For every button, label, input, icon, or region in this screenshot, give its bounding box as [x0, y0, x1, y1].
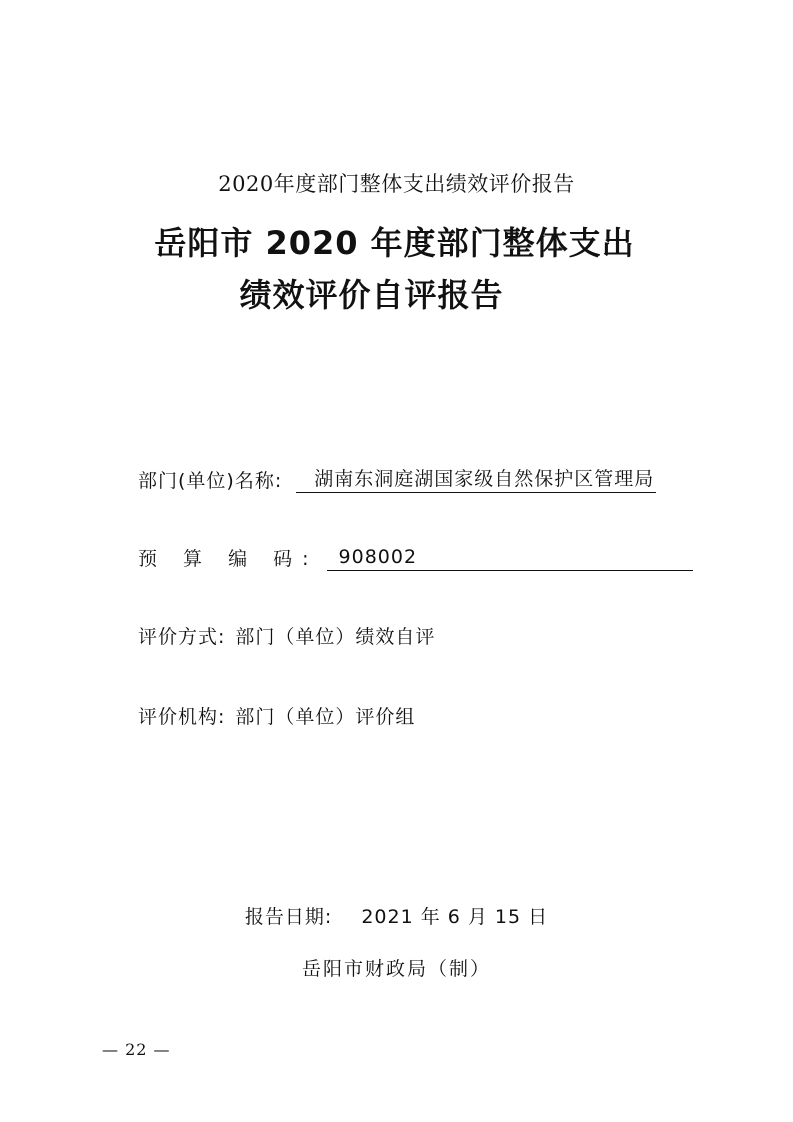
report-date-value: 2021 年 6 月 15 日	[361, 906, 549, 928]
evaluation-method-value: 部门（单位）绩效自评	[235, 626, 436, 648]
main-title-line-1: 岳阳市 2020 年度部门整体支出	[154, 224, 635, 262]
page-number: — 22 —	[102, 1040, 171, 1059]
document-header-title: 2020年度部门整体支出绩效评价报告	[218, 172, 575, 196]
evaluation-org-value: 部门（单位）评价组	[235, 706, 416, 728]
issuer: 岳阳市财政局（制）	[301, 958, 491, 980]
evaluation-org-field	[138, 702, 415, 729]
evaluation-org-label: 评价机构:	[138, 706, 226, 728]
evaluation-method-field	[138, 622, 435, 649]
main-title-line-2: 绩效评价自评报告	[239, 276, 504, 314]
budget-code-value: 908002	[327, 544, 693, 571]
report-date-label: 报告日期:	[244, 906, 333, 928]
budget-code-label: 预 算 编 码:	[138, 548, 319, 570]
report-date	[0, 902, 793, 929]
department-field	[138, 466, 656, 493]
budget-code-field	[138, 544, 693, 571]
department-value: 湖南东洞庭湖国家级自然保护区管理局	[296, 466, 656, 493]
department-label: 部门(单位)名称:	[138, 470, 283, 492]
evaluation-method-label: 评价方式:	[138, 626, 226, 648]
